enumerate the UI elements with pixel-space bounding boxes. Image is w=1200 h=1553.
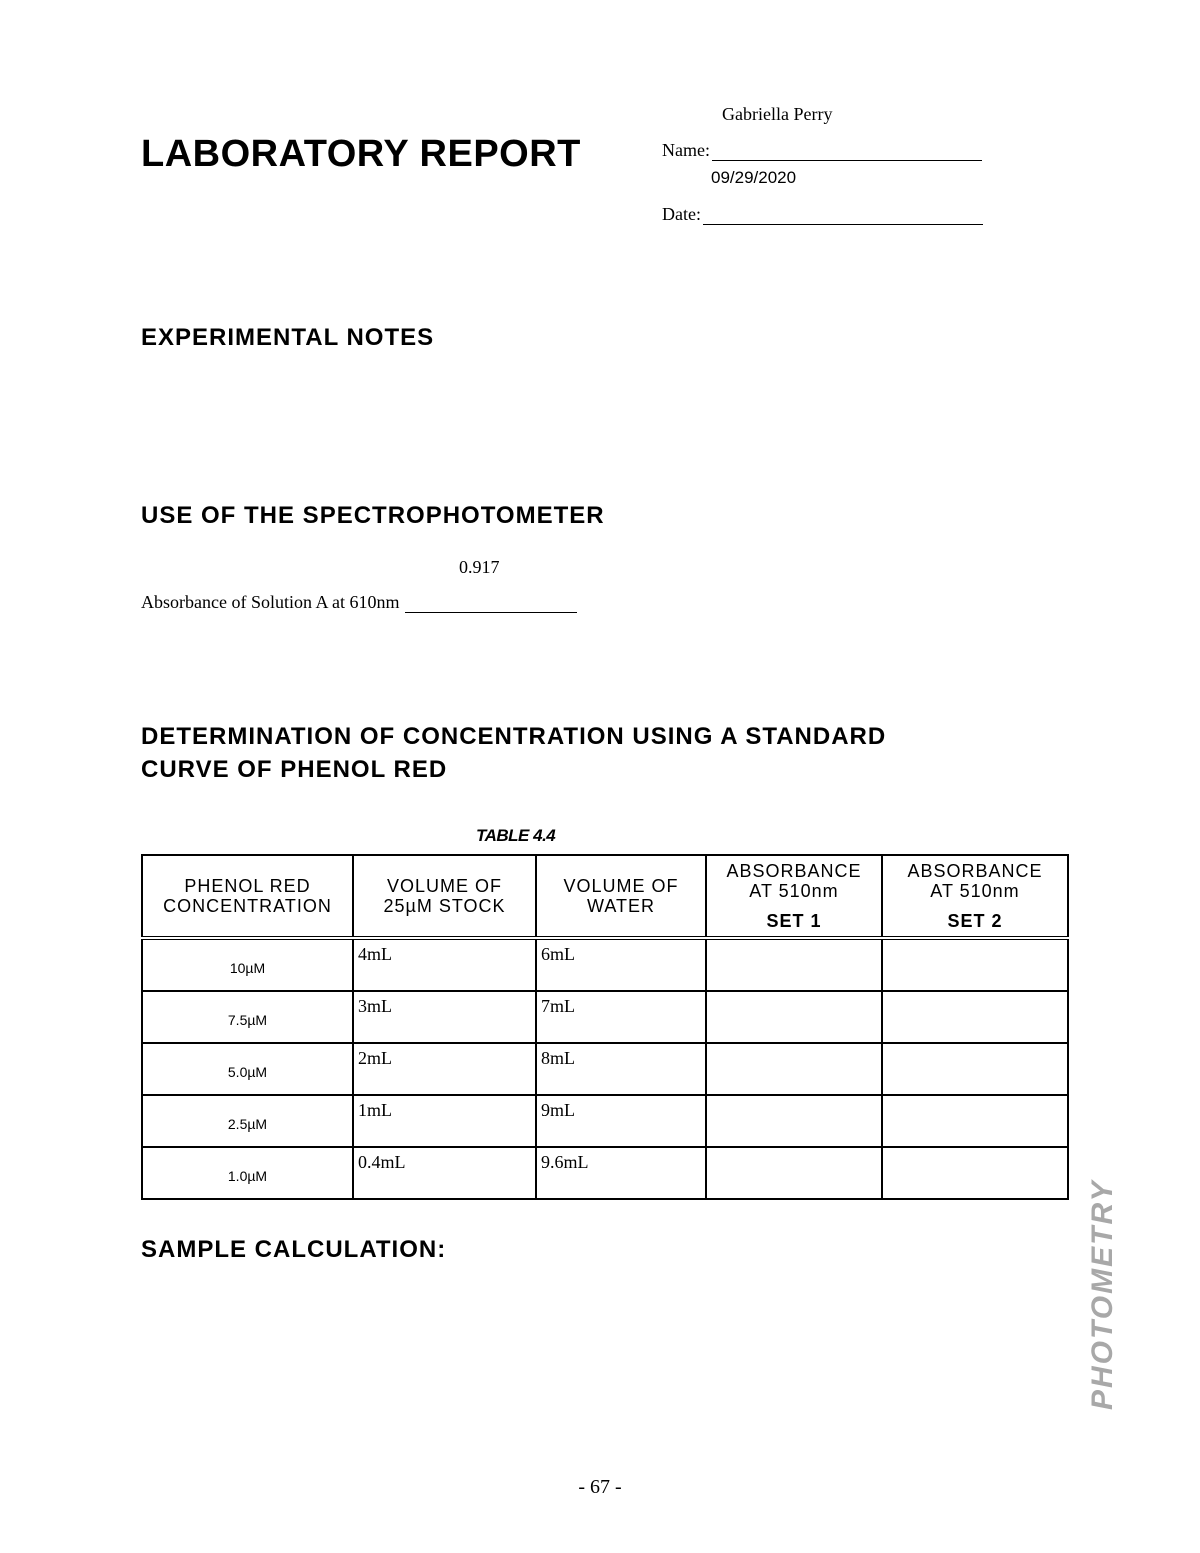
absorbance-value: 0.917 (459, 557, 500, 577)
absorbance-set2-cell[interactable] (882, 991, 1068, 1043)
date-label: Date: (662, 204, 701, 224)
side-section-label: PHOTOMETRY (1086, 1179, 1119, 1410)
concentration-cell: 2.5µM (142, 1095, 353, 1147)
header-concentration-line2: CONCENTRATION (163, 896, 332, 916)
concentration-cell: 7.5µM (142, 991, 353, 1043)
water-volume-cell[interactable]: 8mL (536, 1043, 706, 1095)
table-row (142, 1147, 1068, 1199)
header-stock-volume (353, 855, 536, 938)
absorbance-set1-cell[interactable] (706, 938, 882, 991)
absorbance-set1-cell[interactable] (706, 1043, 882, 1095)
header-water-line2: WATER (587, 896, 655, 916)
table-header-row (142, 855, 1068, 938)
concentration-cell: 1.0µM (142, 1147, 353, 1199)
header-water-volume (536, 855, 706, 938)
spectrophotometer-heading: USE OF THE SPECTROPHOTOMETER (141, 502, 605, 529)
water-volume-cell[interactable]: 9.6mL (536, 1147, 706, 1199)
name-field[interactable] (662, 140, 982, 161)
absorbance-set1-cell[interactable] (706, 1095, 882, 1147)
stock-volume-cell[interactable]: 3mL (353, 991, 536, 1043)
header-stock-line1: VOLUME OF (386, 876, 502, 896)
header-stock-line2: 25µM STOCK (383, 896, 506, 916)
water-volume-cell[interactable]: 9mL (536, 1095, 706, 1147)
report-title: LABORATORY REPORT (141, 133, 581, 175)
concentration-cell: 5.0µM (142, 1043, 353, 1095)
stock-volume-cell[interactable]: 0.4mL (353, 1147, 536, 1199)
determination-heading (141, 720, 1057, 786)
absorbance-set2-cell[interactable] (882, 938, 1068, 991)
table-row (142, 1043, 1068, 1095)
stock-volume-cell[interactable]: 1mL (353, 1095, 536, 1147)
water-volume-cell[interactable]: 6mL (536, 938, 706, 991)
absorbance-set2-cell[interactable] (882, 1095, 1068, 1147)
name-underline (712, 142, 982, 161)
water-volume-cell[interactable]: 7mL (536, 991, 706, 1043)
header-absorbance-set2 (882, 855, 1068, 938)
date-value: 09/29/2020 (711, 168, 797, 187)
sample-calculation-heading: SAMPLE CALCULATION: (141, 1236, 447, 1263)
stock-volume-cell[interactable]: 4mL (353, 938, 536, 991)
absorbance-set1-cell[interactable] (706, 1147, 882, 1199)
header-set1-line1: ABSORBANCE (726, 861, 862, 881)
absorbance-set2-cell[interactable] (882, 1147, 1068, 1199)
phenol-red-table (141, 854, 1069, 1200)
table-caption: TABLE 4.4 (476, 826, 556, 845)
header-set2-line1: ABSORBANCE (907, 861, 1043, 881)
header-set1-label: SET 1 (766, 911, 822, 931)
experimental-notes-heading: EXPERIMENTAL NOTES (141, 324, 435, 351)
header-absorbance-set1 (706, 855, 882, 938)
table-row (142, 938, 1068, 991)
absorbance-field[interactable] (141, 592, 577, 613)
name-label: Name: (662, 140, 710, 160)
table-row (142, 991, 1068, 1043)
name-value: Gabriella Perry (722, 104, 833, 124)
header-set2-line2: AT 510nm (930, 881, 1020, 901)
header-set1-line2: AT 510nm (749, 881, 839, 901)
determination-heading-line2: CURVE OF PHENOL RED (141, 756, 448, 783)
date-underline (703, 206, 983, 225)
absorbance-underline (405, 594, 577, 613)
determination-heading-line1: DETERMINATION OF CONCENTRATION USING A STANDARD (141, 723, 887, 750)
concentration-cell: 10µM (142, 938, 353, 991)
table-row (142, 1095, 1068, 1147)
date-field[interactable] (662, 204, 983, 225)
page-number: - 67 - (578, 1476, 622, 1498)
absorbance-set1-cell[interactable] (706, 991, 882, 1043)
header-water-line1: VOLUME OF (563, 876, 679, 896)
header-concentration-line1: PHENOL RED (184, 876, 311, 896)
stock-volume-cell[interactable]: 2mL (353, 1043, 536, 1095)
header-set2-label: SET 2 (947, 911, 1003, 931)
header-concentration (142, 855, 353, 938)
absorbance-set2-cell[interactable] (882, 1043, 1068, 1095)
absorbance-label: Absorbance of Solution A at 610nm (141, 592, 400, 612)
